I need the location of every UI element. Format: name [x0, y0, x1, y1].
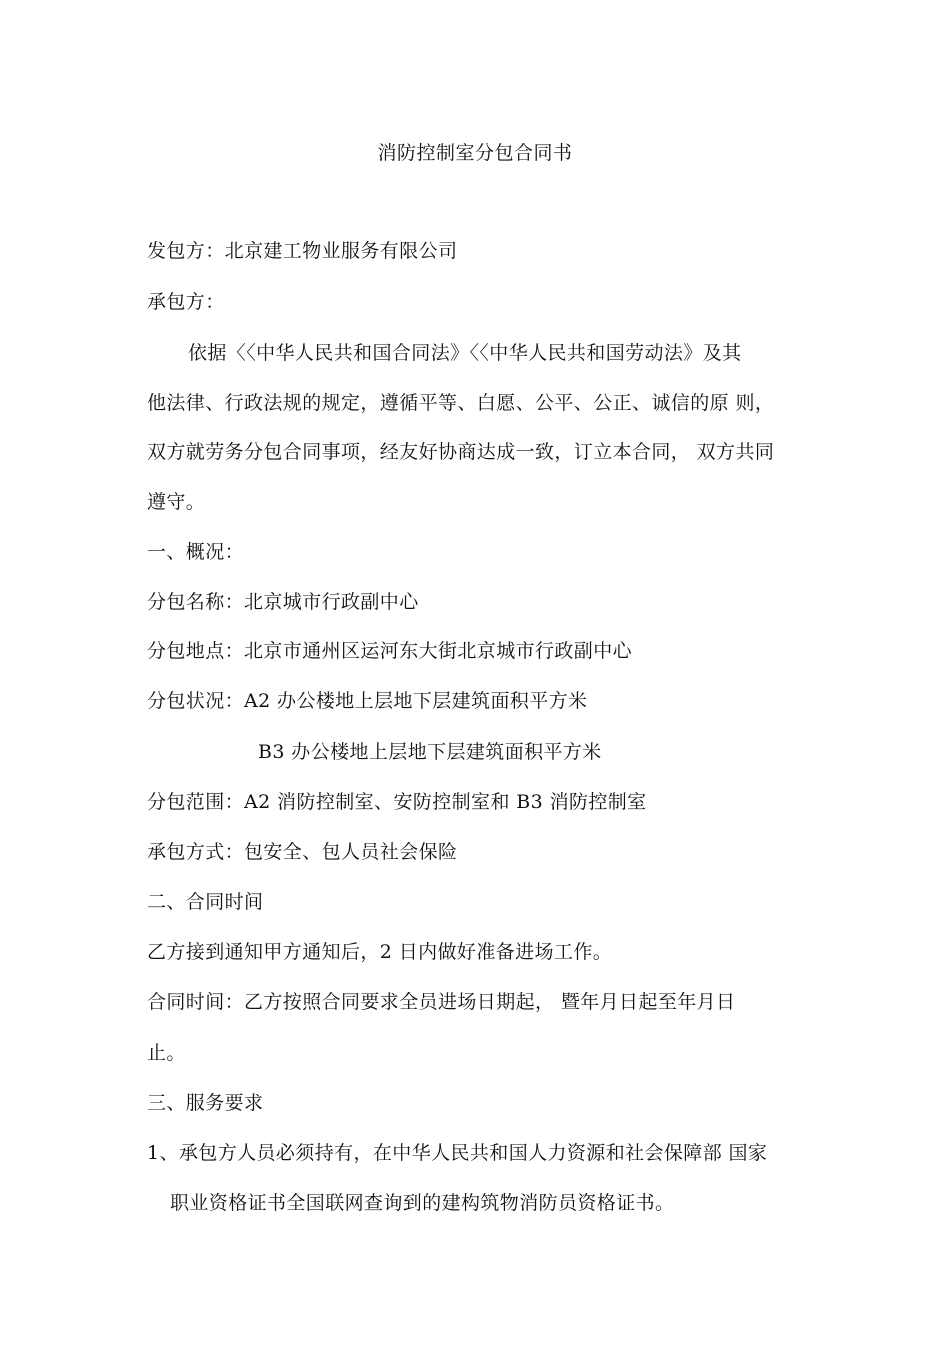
issuer-line: 发包方：北京建工物业服务有限公司 — [147, 240, 458, 262]
notice-line: 乙方接到通知甲方通知后，2 日内做好准备进场工作。 — [147, 941, 613, 963]
contract-period-line-2: 止。 — [147, 1042, 186, 1064]
intro-line-2: 他法律、行政法规的规定，遵循平等、白愿、公平、公正、诚信的原 则， — [147, 392, 775, 414]
section-2-heading: 二、合同时间 — [147, 891, 264, 913]
subcontract-location: 分包地点：北京市通州区运河东大街北京城市行政副中心 — [147, 640, 633, 662]
contract-method: 承包方式：包安全、包人员社会保险 — [147, 841, 458, 863]
section-1-heading: 一、概况： — [147, 541, 245, 563]
intro-line-1: 依据〈〈中华人民共和国合同法》〈〈中华人民共和国劳动法》及其 — [188, 342, 742, 364]
requirement-1-line-1: 1、承包方人员必须持有，在中华人民共和国人力资源和社会保障部 国家 — [147, 1142, 768, 1164]
section-3-heading: 三、服务要求 — [147, 1092, 264, 1114]
requirement-1-line-2: 职业资格证书全国联网查询到的建构筑物消防员资格证书。 — [170, 1192, 675, 1214]
contract-period-line-1: 合同时间：乙方按照合同要求全员进场日期起， 暨年月日起至年月日 — [147, 991, 736, 1013]
subcontract-status-b3: B3 办公楼地上层地下层建筑面积平方米 — [258, 741, 602, 763]
subcontract-status-a2: 分包状况：A2 办公楼地上层地下层建筑面积平方米 — [147, 690, 588, 712]
intro-line-4: 遵守。 — [147, 491, 206, 513]
intro-line-3: 双方就劳务分包合同事项，经友好协商达成一致，订立本合同， 双方共同 — [147, 441, 775, 463]
contractor-line: 承包方： — [147, 291, 225, 313]
subcontract-scope: 分包范围：A2 消防控制室、安防控制室和 B3 消防控制室 — [147, 791, 647, 813]
document-title: 消防控制室分包合同书 — [377, 142, 573, 164]
subcontract-name: 分包名称：北京城市行政副中心 — [147, 591, 419, 613]
